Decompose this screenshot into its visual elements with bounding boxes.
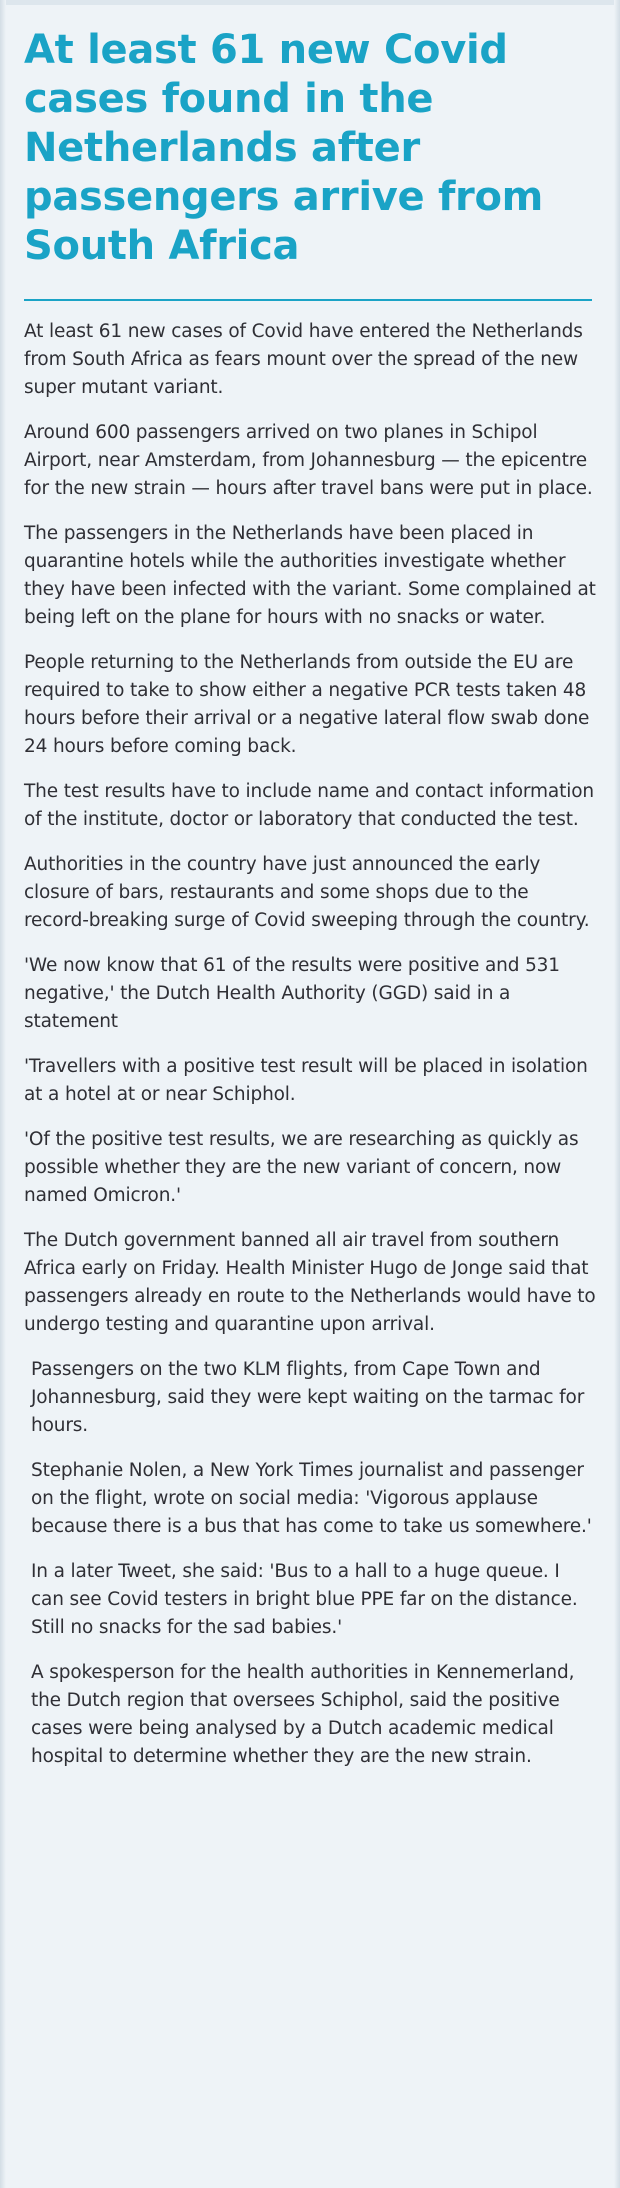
- article-paragraph: At least 61 new cases of Covid have entered the Netherlands from South Africa as fears mount over the spread of the new super mutant variant.: [24, 321, 583, 398]
- article-paragraph: Stephanie Nolen, a New York Times journalist and passenger on the flight, wrote on social media: 'Vigorous applause because there is a bus that has come to take us somewhere.': [31, 1460, 592, 1537]
- article-paragraph: 'We now know that 61 of the results were positive and 531 negative,' the Dutch Health Authority (GGD) said in a statement: [24, 955, 560, 1032]
- article-paragraph: The test results have to include name and contact information of the institute, doctor or laboratory that conducted the test.: [24, 781, 594, 830]
- article-paragraph: A spokesperson for the health authorities in Kennemerland, the Dutch region that oversees Schiphol, said the positive cases were being analysed by a Dutch academic medical hospital to determine whether they are the new strain.: [31, 1662, 575, 1767]
- article-paragraph: 'Of the positive test results, we are researching as quickly as possible whether they are the new variant of concern, now named Omicron.': [24, 1129, 579, 1206]
- right-border: [614, 0, 620, 2188]
- top-border: [0, 0, 620, 5]
- headline-divider: [24, 299, 592, 301]
- article-paragraph: Passengers on the two KLM flights, from Cape Town and Johannesburg, said they were kept waiting on the tarmac for hours.: [31, 1359, 585, 1436]
- article-headline: At least 61 new Covid cases found in the Netherlands after passengers arrive from South Africa: [24, 27, 544, 269]
- article-paragraph: 'Travellers with a positive test result will be placed in isolation at a hotel at or near Schiphol.: [24, 1056, 588, 1105]
- article-paragraph: In a later Tweet, she said: 'Bus to a hall to a huge queue. I can see Covid testers in bright blue PPE far on the distance. Still no snacks for the sad babies.': [31, 1561, 578, 1638]
- article-body: [24, 318, 596, 1788]
- article-paragraph: The passengers in the Netherlands have been placed in quarantine hotels while the authorities investigate whether they have been infected with the variant. Some complained at being left on the plane for hours with no snacks or water.: [24, 523, 596, 628]
- article-paragraph: Authorities in the country have just announced the early closure of bars, restaurants and some shops due to the record-breaking surge of Covid sweeping through the country.: [24, 854, 590, 931]
- article-paragraph: People returning to the Netherlands from outside the EU are required to take to show either a negative PCR tests taken 48 hours before their arrival or a negative lateral flow swab done 24 hours before coming back.: [24, 652, 590, 757]
- left-border: [0, 0, 6, 2188]
- article-paragraph: Around 600 passengers arrived on two planes in Schipol Airport, near Amsterdam, from Johannesburg — the epicentre for the new strain — hours after travel bans were put in place.: [24, 422, 593, 499]
- article-paragraph: The Dutch government banned all air travel from southern Africa early on Friday. Health Minister Hugo de Jonge said that passengers already en route to the Netherlands would have to undergo testing and quarantine upon arrival.: [24, 1230, 596, 1335]
